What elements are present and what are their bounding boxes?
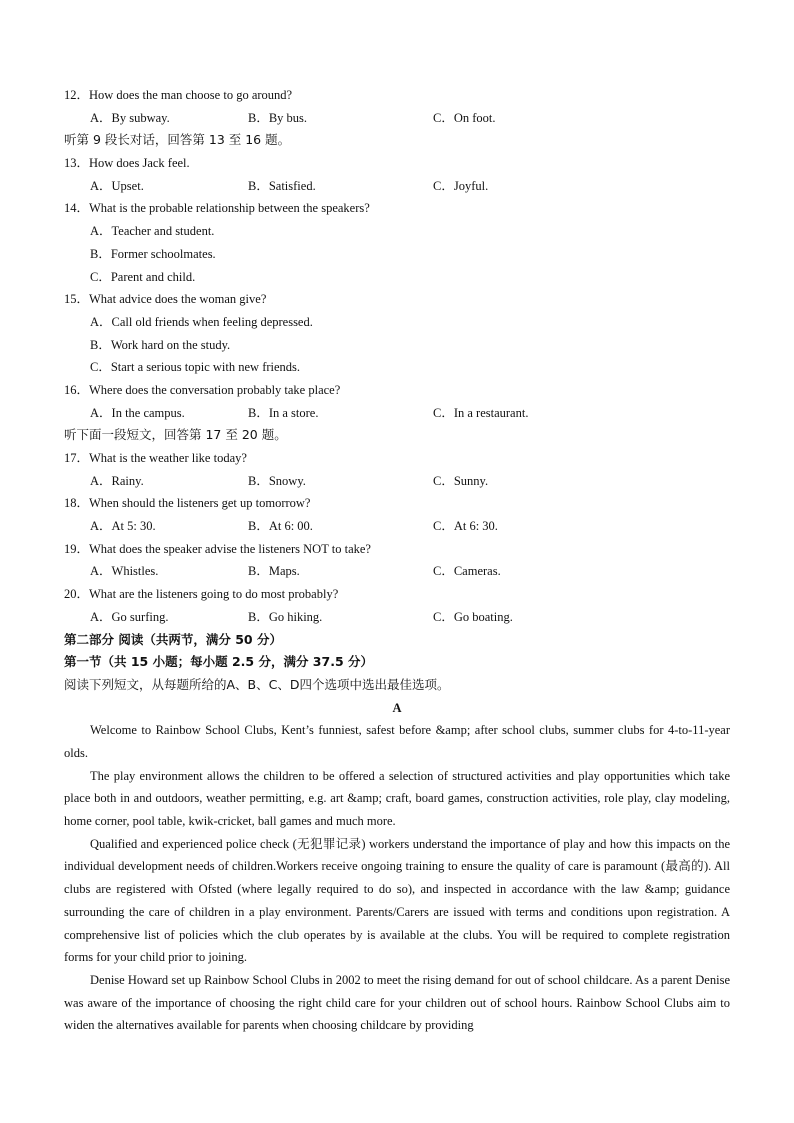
question-19-stem: 19．What does the speaker advise the listeners NOT to take? [64, 541, 371, 556]
option-b: B．In a store. [248, 405, 319, 420]
instruction-short-passage: 听下面一段短文，回答第 17 至 20 题。 [64, 427, 287, 443]
option-b: B．Satisfied. [248, 178, 316, 193]
question-13-options [64, 175, 730, 198]
option-b: B．Maps. [248, 564, 300, 579]
option-a: A．Upset. [90, 178, 144, 193]
question-16-stem: 16．Where does the conversation probably take place? [64, 382, 341, 397]
option-b: B．At 6: 00. [248, 519, 313, 534]
option-c: C．Start a serious topic with new friends. [90, 360, 301, 375]
option-c: C．Go boating. [433, 609, 513, 624]
option-b: B．By bus. [248, 110, 308, 125]
option-c: C．At 6: 30. [433, 519, 498, 534]
section-1-title: 第一节（共 15 小题；每小题 2.5 分，满分 37.5 分） [64, 654, 373, 670]
exam-page [64, 84, 730, 1037]
option-a: A．Call old friends when feeling depressed. [90, 314, 313, 329]
question-12-stem: 12．How does the man choose to go around? [64, 88, 293, 102]
question-19-options [64, 560, 730, 583]
passage-paragraph-3: Qualified and experienced police check (无犯罪记录) workers understand the importance of play and how this impacts on the individual development needs of children.Workers receive ongoing training to ensure the quality of care is paramount (最高的). All clubs are registered with Ofsted (where legally required to do so), and inspected in accordance with the law &amp; guidance surrounding the care of children in a play environment. Parents/Carers are issued with terms and conditions upon registration. A comprehensive list of policies which the club operates by is available at the clubs. You will be required to complete registration forms for your child prior to joining. [64, 836, 730, 965]
instruction-dialogue-9: 听第 9 段长对话，回答第 13 至 16 题。 [64, 132, 291, 148]
option-b: B．Former schoolmates. [90, 246, 216, 261]
passage-paragraph-4: Denise Howard set up Rainbow School Clubs in 2002 to meet the rising demand for out of school childcare. As a parent Denise was aware of the importance of choosing the right child care for your children out of school hours. Rainbow School Clubs aim to widen the alternatives available for parents when choosing childcare by providing [64, 972, 730, 1033]
question-20-stem: 20．What are the listeners going to do most probably? [64, 587, 339, 602]
option-a: A．Whistles. [90, 564, 159, 579]
question-17-stem: 17．What is the weather like today? [64, 451, 247, 465]
option-b: B．Work hard on the study. [90, 337, 231, 352]
option-b: B．Go hiking. [248, 609, 323, 624]
option-a: A．By subway. [90, 110, 170, 125]
question-17-options [64, 470, 730, 493]
option-a: A．Go surfing. [90, 609, 169, 624]
question-12-options [64, 107, 730, 130]
option-c: C．Sunny. [433, 473, 489, 488]
option-a: A．Rainy. [90, 473, 144, 488]
passage-paragraph-1: Welcome to Rainbow School Clubs, Kent’s funniest, safest before &amp; after school clubs, summer clubs for 4-to-11-year olds. [64, 723, 730, 760]
question-16-options [64, 402, 730, 425]
question-15-stem: 15．What advice does the woman give? [64, 292, 267, 307]
part-2-title: 第二部分 阅读（共两节，满分 50 分） [64, 631, 282, 647]
question-18-stem: 18．When should the listeners get up tomorrow? [64, 496, 311, 511]
question-20-options [64, 606, 730, 629]
option-c: C．On foot. [433, 110, 496, 125]
option-c: C．Parent and child. [90, 269, 196, 284]
option-c: C．Joyful. [433, 178, 489, 193]
question-14-stem: 14．What is the probable relationship between the speakers? [64, 201, 370, 216]
question-18-options [64, 515, 730, 538]
passage-paragraph-2: The play environment allows the children to be offered a selection of structured activities and play opportunities which take place both in and outdoors, weather permitting, e.g. art &amp; craft, board games, construction activities, role play, clay modeling, home corner, pool table, kwik-cricket, ball games and much more. [64, 768, 730, 829]
passage-label: A [392, 700, 402, 715]
question-13-stem: 13．How does Jack feel. [64, 156, 190, 171]
option-a: A．At 5: 30. [90, 519, 156, 534]
option-a: A．Teacher and student. [90, 224, 215, 239]
option-c: C．Cameras. [433, 564, 501, 579]
option-c: C．In a restaurant. [433, 405, 529, 420]
option-a: A．In the campus. [90, 405, 185, 420]
reading-instruction: 阅读下列短文，从每题所给的A、B、C、D四个选项中选出最佳选项。 [64, 676, 450, 692]
option-b: B．Snowy. [248, 473, 306, 488]
